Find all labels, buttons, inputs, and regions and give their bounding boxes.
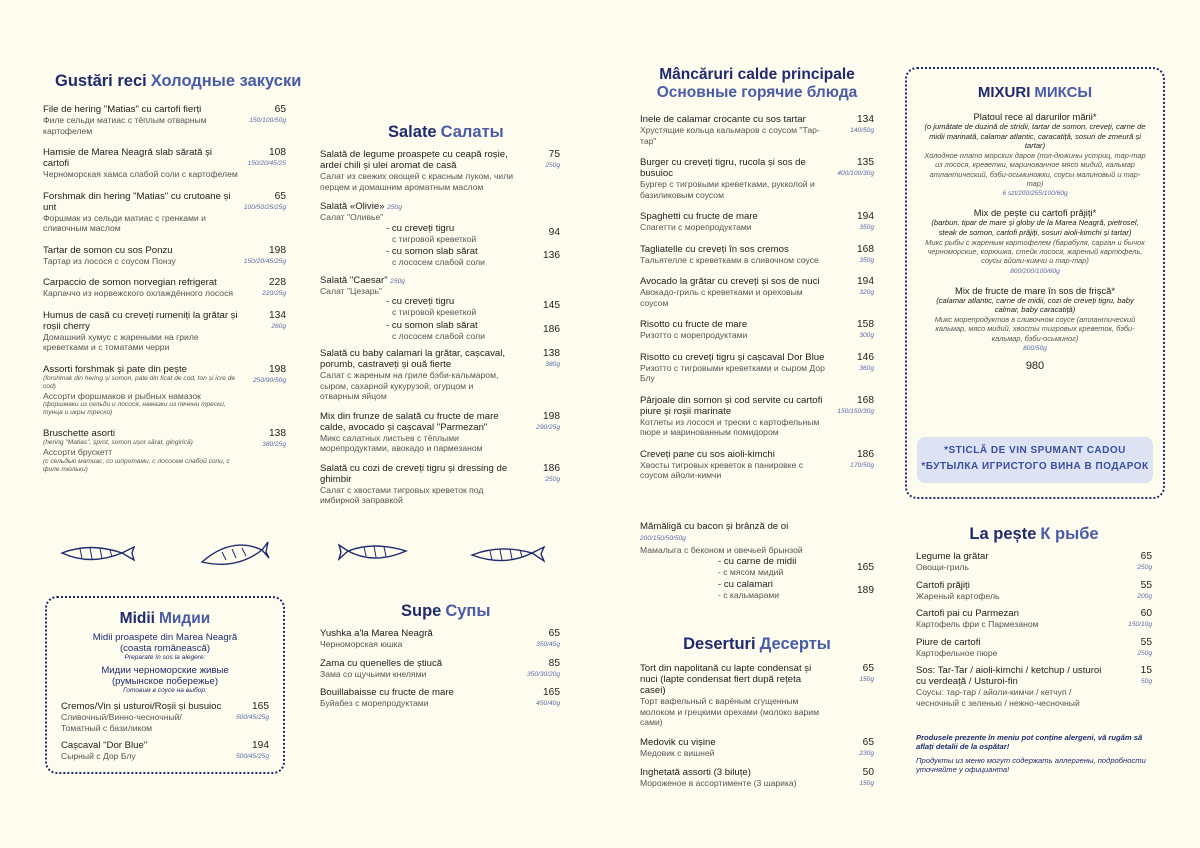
menu-item [43,245,286,267]
weight: 200g [1137,592,1152,600]
menu-item [640,319,874,341]
menu-item [916,580,1152,602]
item-name: Hamsie de Marea Neagră slab sărată și cartofi [43,147,213,169]
mix-item: Mix de pește cu cartofi prăjiți* (barbun, tipar de mare și globy de la Marea Neagră, pietrosel, steak de somon, cartofi prăjiți, sosuri aioli-kimchi și tartar) Микс рыбы с жареным картофелем (барабуля, сарган и бычок черноморские, корюшка, стейк лосося, жареный картофель, соусы айоли-кимчи и тар-тар) 800/200/100/60g [925,207,1145,275]
mixes-box [905,67,1165,499]
mussels-intro-ru-note: Готовим в соусе на выбор: [123,687,207,694]
cold-starters-list [43,104,286,485]
price: 186 [543,462,560,474]
item-name-ru: Мороженое в ассортименте (3 шарика) [640,778,797,788]
desserts-title: Deserturi Десерты [683,635,831,653]
weight: 150/20/45/25 [247,160,286,167]
menu-item [640,276,874,308]
mamaliga-item: Mămăligă cu bacon și brânză de oi 200/150/50/50g Мамалыга с беконом и овечьей брынзой - cu carne de midii - с мясом мидий 165 - cu calamari - с кальмарами 189 [640,521,874,600]
item-name: Zama cu quenelles de știucă [320,657,443,669]
menu-item [916,608,1152,630]
mix-item: Mix de fructe de mare în sos de frișcă* (calamar atlantic, carne de midii, cozi de creveți tigru, baby calmar, baby caracatiță) Микс морепродуктов в сливочном соусе (атлантический кальмар, мясо мидий, хвосты тигровых креветок, бэби-кальмар, бэби-осьминог) 800/50g [934,284,1136,353]
item-name: Legume la grătar [916,551,989,562]
price: 168 [857,394,874,406]
weight: 220/25g [262,290,286,297]
weight: 300g [859,332,874,339]
price: 198 [269,244,286,256]
mixes-title: MIXURI МИКСЫ [977,84,1093,101]
soups-title: Supe Супы [401,602,491,620]
item-name: Humus de casă cu creveți rumeniți la grătar și roșii cherry [43,309,238,332]
price: 15 [1140,665,1152,676]
menu-option: - cu somon slab sărat с лососем слабой соли 136 [386,246,560,267]
weight: 250g [545,475,560,483]
price: 165 [857,561,874,573]
item-name-ru: Овощи-гриль [916,562,969,572]
item-name: Creveți pane cu sos aioli-kimchi [640,448,775,460]
item-note: (forshmak din hering și somon, pate din ficat de cod, ton și icre de cod) [43,374,236,390]
item-name-ru: Ризотто с морепродуктами [640,330,748,340]
item-name: Forshmak din hering "Matias" cu crutoane și unt [43,190,231,213]
item-name-ru: Картофельное пюре [916,647,998,658]
weight: 350g [859,256,874,264]
weight: 250g [1137,564,1152,571]
menu-item [640,449,874,481]
price: 186 [857,448,874,460]
price: 228 [269,277,286,288]
price: 194 [857,276,874,287]
item-name: Piure de cartofi [916,636,981,648]
salads-title: Salate Салаты [388,123,504,141]
weight: 380g [545,361,560,368]
item-name: Yushka a'la Marea Neagră [320,628,433,639]
item-name: Cartofi pai cu Parmezan [916,608,1019,619]
weight: 380/25g [262,441,286,448]
price: 65 [548,628,560,639]
price: 138 [543,348,560,359]
desserts-list [640,663,874,798]
menu-item [640,352,874,384]
item-name-ru: Медовик с вишней [640,747,715,758]
item-name-ru: Тальятелле с креветками в сливочном соусе [640,254,819,265]
item-name: Spaghetti cu fructe de mare [640,211,758,222]
item-name-ru: Черноморская хамса слабой соли с картофелем [43,169,238,179]
price: 165 [543,687,560,698]
weight: 150/20/45/25g [243,257,286,265]
menu-item [640,767,874,789]
weight: 230g [859,749,874,757]
menu-item [640,157,874,200]
price: 94 [548,226,560,238]
price: 198 [543,410,560,422]
mussels-intro-ru: Мидии черноморские живые (румынское побережье) [101,665,229,687]
weight: 400/100/30g [837,170,874,177]
fish-sketch-icon [338,543,408,565]
item-name-ru: Сырный с Дор Блу [61,751,136,761]
menu-item [43,428,286,474]
weight: 350/45g [536,641,560,648]
fish-sketch-icon [60,544,135,566]
menu-option: - cu calamari - с кальмарами 189 [718,579,874,600]
price: 186 [543,323,560,335]
item-name: Avocado la grătar cu creveți și sos de nuci [640,276,820,287]
menu-item: Salată cu cozi de creveți tigru și dressing de ghimbir Салат с хвостами тигровых креветок под имбирной заправкой 186 250g [320,462,560,505]
mains-title: Mâncăruri calde principale Основные горячие блюда [656,66,858,101]
menu-item [43,310,286,353]
item-name-ru: Черноморская юшка [320,639,403,649]
price: 65 [862,663,874,674]
weight: 260g [271,322,286,330]
item-name: Sos: Tar-Tar / aioli-kimchi / ketchup / usturoi cu verdeață / Usturoi-fin [916,665,1102,687]
item-name: Burger cu creveți tigru, rucola și sos de busuioc [640,157,806,179]
item-name-ru: Картофель фри с Пармезаном [916,619,1039,629]
menu-item [43,277,286,299]
menu-item: Salată cu baby calamari la grătar, cașcaval, porumb, castraveți și ouă fierte Салат с жареным на гриле бэби-кальмаром, сыром, сахарной кукурузой, огурцом и отварным яйцом 138 380g [320,348,560,401]
weight: 100/50/25/25g [243,203,286,211]
item-name-ru: Ассорти форшмаков и рыбных намазок [43,390,201,401]
menu-item [61,701,269,733]
item-name-ru: Тартар из лосося с соусом Понзу [43,255,176,266]
weight: 250g [1137,649,1152,657]
menu-item [43,147,286,180]
price: 55 [1140,636,1152,648]
item-name: File de hering "Matias" cu cartofi fierți [43,104,202,115]
weight: 360g [859,364,874,372]
item-name-ru: Сливочный/Винно-чесночный/ Томатный с базиликом [61,712,182,733]
item-name: Risotto cu fructe de mare [640,319,748,330]
price: 108 [269,147,286,158]
item-name-ru: Хрустящие кольца кальмаров с соусом "Тар-тар" [640,125,820,146]
item-name: Bouillabaisse cu fructe de mare [320,687,454,698]
fish-sides-title: La pește К рыбе [969,525,1099,543]
allergen-notice: Produsele prezente în meniu pot conține alergeni, vă rugăm să aflați detalii de la ospătar! Продукты из меню могут содержать аллергены, подробности уточняйте у официанта! [916,733,1146,775]
item-name: Assorti forshmak și pate din pește [43,363,187,375]
price: 194 [857,211,874,222]
item-name: Tagliatelle cu creveți în sos cremos [640,243,789,255]
weight: 140/50g [850,127,874,134]
item-name: Bruschette asorti [43,428,115,439]
weight: 320g [859,289,874,296]
price: 145 [543,300,560,311]
item-name-ru: Жареный картофель [916,590,1000,601]
weight: 150g [859,780,874,787]
menu-item [640,737,874,759]
price: 146 [857,351,874,363]
mixes-price: 980 [1025,360,1045,373]
price: 168 [857,243,874,255]
item-name-ru: Зама со щучьими кнелями [320,668,427,679]
mussels-intro-ro-note: Preparate în sos la alegere: [124,654,206,661]
item-name-ru: Спагетти с морепродуктами [640,222,752,232]
promo-banner: *STICLĂ DE VIN SPUMANT CADOU *БУТЫЛКА ИГРИСТОГО ВИНА В ПОДАРОК [917,437,1153,483]
item-name: Risotto cu creveți tigru și cașcaval Dor Blue [640,351,825,363]
menu-item: Mix din frunze de salată cu fructe de mare calde, avocado și cașcaval "Parmezan" Микс салатных листьев с тёплыми морепродуктами, авокадо и пармезаном 198 290/25g [320,410,560,453]
price: 75 [548,149,560,160]
menu-item [320,658,560,680]
menu-item [640,395,874,438]
item-name: Medovik cu vișine [640,736,716,748]
price: 65 [1140,551,1152,562]
price: 134 [269,309,286,321]
item-name: Inele de calamar crocante cu sos tartar [640,114,806,125]
item-name-ru: Котлеты из лосося и трески с картофельным пюре и маринованным помидором [640,416,820,437]
weight: 150g [859,676,874,683]
item-name-ru: Буйабез с морепродуктами [320,698,429,708]
fish-sides-list [916,551,1152,715]
weight: 50g [1140,678,1152,685]
soups-list [320,628,560,717]
item-name-ru: Филе сельди матиас с тёплым отварным картофелем [43,115,207,136]
menu-option: - cu carne de midii - с мясом мидий 165 [718,555,874,577]
item-name-ru: Ризотто с тигровыми креветками и сыром Дор Блу [640,362,825,383]
item-note-ru: (форшмаки из сельди и лосося, намазки из печени трески, тунца и икры трески) [43,401,226,416]
mussels-title: Midii Мидии [119,610,211,627]
item-name-ru: Форшмак из сельди матиас с гренками и сливочным маслом [43,212,206,233]
item-name: Cartofi prăjiți [916,579,970,591]
cold-starters-title: Gustări reci Холодные закуски [55,72,302,90]
price: 194 [252,740,269,751]
weight: 500/45/25g [235,714,269,721]
weight: 500/45/25g [235,753,269,760]
mussels-box [45,596,285,774]
weight: 250/90/50g [252,376,286,384]
price: 65 [862,736,874,748]
item-name: Tartar de somon cu sos Ponzu [43,244,173,256]
price: 138 [269,428,286,439]
menu-option: - cu creveți tigru с тигровой креветкой 145 [386,296,560,317]
price: 85 [548,657,560,669]
weight: 170/50g [850,461,874,469]
menu-option: - cu creveți tigru с тигровой креветкой 94 [386,222,560,244]
price: 50 [862,767,874,778]
menu-item [640,114,874,146]
item-name-ru: Авокадо-гриль с креветками и ореховым соусом [640,287,803,308]
weight: 350/30/20g [526,670,560,678]
item-name: Carpaccio de somon norvegian refrigerat [43,277,217,288]
item-name-ru: Ассорти брускетт [43,447,113,457]
item-name: Pârjoale din somon și cod servite cu cartofi piure și roșii marinate [640,394,823,417]
price: 134 [857,114,874,125]
menu-item [320,628,560,650]
menu-item [43,104,286,136]
menu-item [61,740,269,762]
fish-sketch-icon [200,540,270,568]
menu-item [640,244,874,266]
price: 136 [543,250,560,261]
menu-item: Salată de legume proaspete cu ceapă roșie, ardei chili și ulei aromat de casă Салат из свежих овощей с красным луком, чили перцем и домашним ароматным маслом 75 250g [320,149,560,192]
mix-item: Platoul rece al darurilor mării* (o jumătate de duzină de stridii, tartar de somon, creveți, carne de midii marinată, calamar atlantic, caracatiță, sosuri de zmeură și tartar) Холодное плато морских даров (пол-дюжины устриц, тар-тар из лосося, креветки, маринованное мясо мидий, кальмар атлантический, бэби-осьминожки, соусы малиновый и тар-тар) 6 szt/200/255/100/60g [924,111,1146,198]
salads-list [320,149,560,515]
weight: 250g [545,162,560,169]
mains-list [640,114,874,492]
menu-item [916,665,1152,708]
price: 65 [274,190,286,202]
menu-item [43,191,286,234]
weight: 290/25g [536,423,560,431]
menu-item [916,637,1152,659]
menu-item: Salată «Olivie» 250g Салат "Оливье" - cu creveți tigru с тигровой креветкой 94 - cu somon slab sărat с лососем слабой соли 136 [320,201,560,267]
weight: 450/40g [536,700,560,707]
item-note-ru: (с сельдью матиас, со шпротами, с лососем слабой соли, с филе тюльки) [43,457,230,473]
price: 135 [857,157,874,168]
weight: 150/10g [1128,621,1152,628]
weight: 350g [859,224,874,231]
menu-item [640,211,874,233]
item-name-ru: Соусы: тар-тар / айоли-кимчи / кетчуп / чесночный с зеленью / нежно-чесночный [916,687,1080,708]
fish-sketch-icon [470,545,545,567]
item-name: Inghetată assorti (3 biluțe) [640,767,751,778]
price: 55 [1140,579,1152,591]
mussels-intro-ro: Midii proaspete din Marea Neagră (coasta românească) [92,632,238,654]
item-name-ru: Бургер с тигровыми креветками, рукколой и базиликовым соусом [640,179,815,200]
menu-item [43,364,286,418]
item-note: (hering "Matias", șprot, somon ușor sărat, gingirică) [43,439,193,446]
menu-item [320,687,560,709]
price: 158 [857,319,874,330]
item-name: Cașcaval "Dor Blue" [61,740,148,751]
price: 60 [1140,608,1152,619]
mussels-list [61,701,269,762]
item-name: Cremos/Vin și usturoi/Roșii și busuioc [61,701,222,712]
menu-item: Salată "Caesar" 250g Салат "Цезарь" - cu creveți tigru с тигровой креветкой 145 - cu somon slab sărat с лососем слабой соли 186 [320,274,560,341]
price: 165 [252,701,269,712]
menu-item [916,551,1152,573]
weight: 150/150/30g [837,407,874,415]
price: 198 [269,363,286,375]
menu-option: - cu somon slab sărat с лососем слабой соли 186 [386,319,560,341]
item-name: Tort din napolitană cu lapte condensat și nuci (lapte condensat fiert după rețeta casei) [640,663,812,696]
item-name-ru: Торт вафельный с варёным сгущенным молоком и грецкими орехами (молоко варим сами) [640,696,820,727]
item-name-ru: Карпаччо из норвежского охлаждённого лосося [43,288,234,298]
price: 189 [857,585,874,596]
weight: 150/100/50g [249,117,286,124]
item-name-ru: Домашний хумус с жареными на гриле креветками и с томатами черри [43,331,199,352]
menu-item [640,663,874,728]
item-name-ru: Хвосты тигровых креветок в панировке с соусом айоли-кимчи [640,459,804,480]
price: 65 [274,104,286,115]
